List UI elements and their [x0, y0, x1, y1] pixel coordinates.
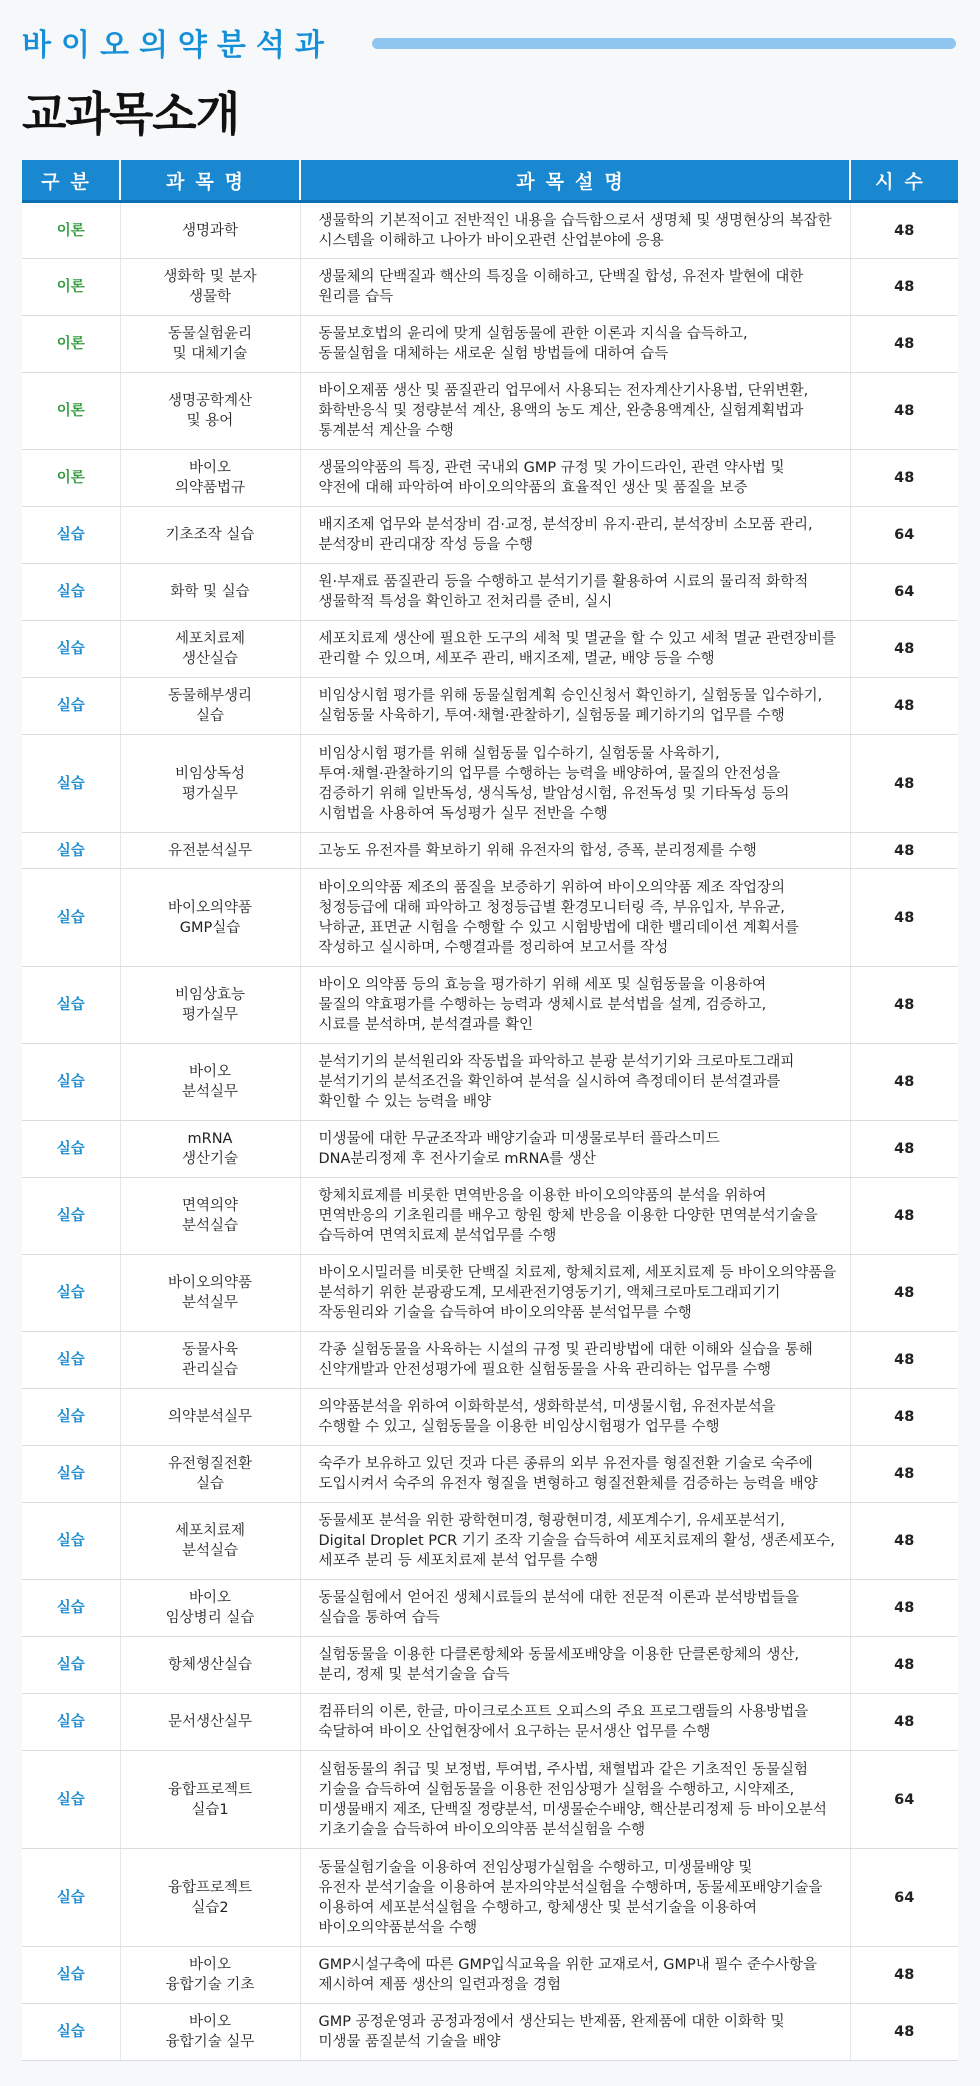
cell-type: 실습 [22, 1694, 120, 1751]
table-body [22, 202, 958, 2061]
cell-subject: 융합프로젝트 실습1 [120, 1751, 300, 1849]
cell-type: 실습 [22, 564, 120, 621]
cell-type: 실습 [22, 869, 120, 967]
table-row [22, 1121, 958, 1178]
table-row [22, 1580, 958, 1637]
cell-hours: 48 [850, 1947, 958, 2004]
cell-type: 실습 [22, 621, 120, 678]
cell-hours: 48 [850, 316, 958, 373]
cell-type: 이론 [22, 202, 120, 259]
cell-subject: mRNA 생산기술 [120, 1121, 300, 1178]
curriculum-table [22, 160, 958, 2061]
cell-type: 이론 [22, 450, 120, 507]
table-row [22, 450, 958, 507]
cell-description: 세포치료제 생산에 필요한 도구의 세척 및 멸균을 할 수 있고 세척 멸균 관련장비를 관리할 수 있으며, 세포주 관리, 배지조제, 멸균, 배양 등을 수행 [300, 621, 850, 678]
table-row [22, 1751, 958, 1849]
column-header-hours: 시수 [850, 160, 958, 202]
cell-hours: 48 [850, 1637, 958, 1694]
cell-type: 이론 [22, 316, 120, 373]
table-row [22, 621, 958, 678]
cell-hours: 48 [850, 1580, 958, 1637]
cell-hours: 48 [850, 2004, 958, 2061]
cell-subject: 바이오의약품 분석실무 [120, 1255, 300, 1332]
cell-subject: 생화학 및 분자 생물학 [120, 259, 300, 316]
cell-description: 바이오의약품 제조의 품질을 보증하기 위하여 바이오의약품 제조 작업장의 청정등급에 대해 파악하고 청정등급별 환경모니터링 즉, 부유입자, 부유균, 낙하균, 표면균 시험을 수행할 수 있고 시험방법에 대한 밸리데이션 계획서를 작성하고 실시하며, 수행결과를 정리하여 보고서를 작성 [300, 869, 850, 967]
cell-subject: 비임상효능 평가실무 [120, 967, 300, 1044]
table-row [22, 1694, 958, 1751]
table-row [22, 869, 958, 967]
cell-type: 실습 [22, 1849, 120, 1947]
cell-description: GMP 공정운영과 공정과정에서 생산되는 반제품, 완제품에 대한 이화학 및 미생물 품질분석 기술을 배양 [300, 2004, 850, 2061]
cell-subject: 세포치료제 생산실습 [120, 621, 300, 678]
cell-description: 바이오시밀러를 비롯한 단백질 치료제, 항체치료제, 세포치료제 등 바이오의약품을 분석하기 위한 분광광도계, 모세관전기영동기기, 액체크로마토그래피기기 작동원리와 기술을 습득하여 바이오의약품 분석업무를 수행 [300, 1255, 850, 1332]
cell-hours: 48 [850, 1332, 958, 1389]
header-accent-bar [372, 38, 956, 49]
cell-type: 실습 [22, 1947, 120, 2004]
cell-description: 동물세포 분석을 위한 광학현미경, 형광현미경, 세포계수기, 유세포분석기, Digital Droplet PCR 기기 조작 기술을 습득하여 세포치료제의 활성, 생존세포수, 세포주 분리 등 세포치료제 분석 업무를 수행 [300, 1503, 850, 1580]
table-row [22, 1044, 958, 1121]
column-header-subject: 과목명 [120, 160, 300, 202]
cell-description: 생물학의 기본적이고 전반적인 내용을 습득함으로서 생명체 및 생명현상의 복잡한 시스템을 이해하고 나아가 바이오관련 산업분야에 응용 [300, 202, 850, 259]
cell-subject: 생명과학 [120, 202, 300, 259]
department-label: 바이오의약분석과 [22, 28, 334, 63]
cell-description: 비임상시험 평가를 위해 실험동물 입수하기, 실험동물 사육하기, 투여·채혈·관찰하기의 업무를 수행하는 능력을 배양하여, 물질의 안전성을 검증하기 위해 일반독성, 생식독성, 발암성시험, 유전독성 및 기타독성 등의 시험법을 사용하여 독성평가 실무 전반을 수행 [300, 735, 850, 833]
cell-type: 실습 [22, 1580, 120, 1637]
cell-hours: 48 [850, 833, 958, 869]
table-row [22, 735, 958, 833]
cell-description: 미생물에 대한 무균조작과 배양기술과 미생물로부터 플라스미드 DNA분리정제 후 전사기술로 mRNA를 생산 [300, 1121, 850, 1178]
cell-hours: 48 [850, 869, 958, 967]
table-row [22, 1446, 958, 1503]
cell-description: 각종 실험동물을 사육하는 시설의 규정 및 관리방법에 대한 이해와 실습을 통해 신약개발과 안전성평가에 필요한 실험동물을 사육 관리하는 업무를 수행 [300, 1332, 850, 1389]
table-row [22, 1332, 958, 1389]
cell-description: 동물보호법의 윤리에 맞게 실험동물에 관한 이론과 지식을 습득하고, 동물실험을 대체하는 새로운 실험 방법들에 대하여 습득 [300, 316, 850, 373]
page-header [0, 0, 980, 160]
cell-hours: 48 [850, 373, 958, 450]
cell-description: GMP시설구축에 따른 GMP입식교육을 위한 교재로서, GMP내 필수 준수사항을 제시하여 제품 생산의 일련과정을 경험 [300, 1947, 850, 2004]
cell-description: 고농도 유전자를 확보하기 위해 유전자의 합성, 증폭, 분리정제를 수행 [300, 833, 850, 869]
cell-type: 실습 [22, 1751, 120, 1849]
table-row [22, 202, 958, 259]
table-row [22, 507, 958, 564]
cell-type: 실습 [22, 967, 120, 1044]
cell-subject: 동물실험윤리 및 대체기술 [120, 316, 300, 373]
cell-description: 동물실험에서 얻어진 생체시료들의 분석에 대한 전문적 이론과 분석방법들을 실습을 통하여 습득 [300, 1580, 850, 1637]
cell-hours: 64 [850, 564, 958, 621]
table-row [22, 833, 958, 869]
cell-subject: 문서생산실무 [120, 1694, 300, 1751]
cell-type: 실습 [22, 2004, 120, 2061]
cell-type: 실습 [22, 1255, 120, 1332]
cell-subject: 면역의약 분석실습 [120, 1178, 300, 1255]
cell-description: 바이오제품 생산 및 품질관리 업무에서 사용되는 전자계산기사용법, 단위변환, 화학반응식 및 정량분석 계산, 용액의 농도 계산, 완충용액계산, 실험계획법과 통계분석 계산을 수행 [300, 373, 850, 450]
cell-hours: 64 [850, 1849, 958, 1947]
table-row [22, 1178, 958, 1255]
cell-subject: 바이오 임상병리 실습 [120, 1580, 300, 1637]
cell-hours: 48 [850, 1121, 958, 1178]
cell-hours: 48 [850, 1446, 958, 1503]
table-row [22, 316, 958, 373]
table-row [22, 1255, 958, 1332]
cell-description: 비임상시험 평가를 위해 동물실험계획 승인신청서 확인하기, 실험동물 입수하기, 실험동물 사육하기, 투여·채혈·관찰하기, 실험동물 폐기하기의 업무를 수행 [300, 678, 850, 735]
column-header-type: 구분 [22, 160, 120, 202]
cell-hours: 48 [850, 1389, 958, 1446]
table-row [22, 1849, 958, 1947]
cell-description: 컴퓨터의 이론, 한글, 마이크로소프트 오피스의 주요 프로그램들의 사용방법을 숙달하여 바이오 산업현장에서 요구하는 문서생산 업무를 수행 [300, 1694, 850, 1751]
cell-hours: 48 [850, 1044, 958, 1121]
cell-type: 실습 [22, 735, 120, 833]
cell-type: 실습 [22, 1044, 120, 1121]
cell-hours: 48 [850, 967, 958, 1044]
cell-subject: 동물해부생리 실습 [120, 678, 300, 735]
cell-hours: 48 [850, 678, 958, 735]
cell-subject: 비임상독성 평가실무 [120, 735, 300, 833]
cell-subject: 바이오 의약품법규 [120, 450, 300, 507]
cell-type: 실습 [22, 1121, 120, 1178]
cell-hours: 48 [850, 1503, 958, 1580]
cell-hours: 64 [850, 1751, 958, 1849]
table-row [22, 259, 958, 316]
cell-description: 배지조제 업무와 분석장비 검·교정, 분석장비 유지·관리, 분석장비 소모품 관리, 분석장비 관리대장 작성 등을 수행 [300, 507, 850, 564]
table-row [22, 678, 958, 735]
cell-type: 실습 [22, 1332, 120, 1389]
cell-description: 분석기기의 분석원리와 작동법을 파악하고 분광 분석기기와 크로마토그래피 분석기기의 분석조건을 확인하여 분석을 실시하여 측정데이터 분석결과를 확인할 수 있는 능력을 배양 [300, 1044, 850, 1121]
table-row [22, 1637, 958, 1694]
cell-subject: 의약분석실무 [120, 1389, 300, 1446]
cell-type: 실습 [22, 1637, 120, 1694]
cell-description: 숙주가 보유하고 있던 것과 다른 종류의 외부 유전자를 형질전환 기술로 숙주에 도입시켜서 숙주의 유전자 형질을 변형하고 형질전환체를 검증하는 능력을 배양 [300, 1446, 850, 1503]
cell-type: 실습 [22, 1178, 120, 1255]
cell-hours: 48 [850, 1178, 958, 1255]
cell-subject: 생명공학계산 및 용어 [120, 373, 300, 450]
table-row [22, 1947, 958, 2004]
cell-description: 생물체의 단백질과 핵산의 특징을 이해하고, 단백질 합성, 유전자 발현에 대한 원리를 습득 [300, 259, 850, 316]
cell-type: 실습 [22, 1503, 120, 1580]
cell-type: 실습 [22, 833, 120, 869]
cell-subject: 바이오의약품 GMP실습 [120, 869, 300, 967]
cell-type: 실습 [22, 678, 120, 735]
cell-hours: 48 [850, 259, 958, 316]
table-row [22, 1389, 958, 1446]
cell-subject: 동물사육 관리실습 [120, 1332, 300, 1389]
cell-description: 바이오 의약품 등의 효능을 평가하기 위해 세포 및 실험동물을 이용하여 물질의 약효평가를 수행하는 능력과 생체시료 분석법을 설계, 검증하고, 시료를 분석하며, 분석결과를 확인 [300, 967, 850, 1044]
cell-description: 동물실험기술을 이용하여 전임상평가실험을 수행하고, 미생물배양 및 유전자 분석기술을 이용하여 분자의약분석실험을 수행하며, 동물세포배양기술을 이용하여 세포분석실험을 수행하고, 항체생산 및 분석기술을 이용하여 바이오의약품분석을 수행 [300, 1849, 850, 1947]
cell-hours: 48 [850, 1255, 958, 1332]
cell-description: 의약품분석을 위하여 이화학분석, 생화학분석, 미생물시험, 유전자분석을 수행할 수 있고, 실험동물을 이용한 비임상시험평가 업무를 수행 [300, 1389, 850, 1446]
cell-description: 실험동물을 이용한 다클론항체와 동물세포배양을 이용한 단클론항체의 생산, 분리, 정제 및 분석기술을 습득 [300, 1637, 850, 1694]
cell-hours: 48 [850, 1694, 958, 1751]
cell-type: 실습 [22, 507, 120, 564]
table-row [22, 1503, 958, 1580]
table-row [22, 967, 958, 1044]
cell-subject: 유전형질전환 실습 [120, 1446, 300, 1503]
table-row [22, 2004, 958, 2061]
cell-description: 실험동물의 취급 및 보정법, 투여법, 주사법, 채혈법과 같은 기초적인 동물실험 기술을 습득하여 실험동물을 이용한 전임상평가 실험을 수행하고, 시약제조, 미생물배지 제조, 단백질 정량분석, 미생물순수배양, 핵산분리정제 등 바이오분석 기초기술을 습득하여 바이오의약품 분석실험을 수행 [300, 1751, 850, 1849]
table-header-row [22, 160, 958, 202]
cell-subject: 유전분석실무 [120, 833, 300, 869]
cell-subject: 바이오 분석실무 [120, 1044, 300, 1121]
cell-subject: 항체생산실습 [120, 1637, 300, 1694]
cell-hours: 64 [850, 507, 958, 564]
cell-subject: 바이오 융합기술 실무 [120, 2004, 300, 2061]
cell-description: 원·부재료 품질관리 등을 수행하고 분석기기를 활용하여 시료의 물리적 화학적 생물학적 특성을 확인하고 전처리를 준비, 실시 [300, 564, 850, 621]
cell-hours: 48 [850, 202, 958, 259]
cell-description: 항체치료제를 비롯한 면역반응을 이용한 바이오의약품의 분석을 위하여 면역반응의 기초원리를 배우고 항원 항체 반응을 이용한 다양한 면역분석기술을 습득하여 면역치료제 분석업무를 수행 [300, 1178, 850, 1255]
cell-hours: 48 [850, 621, 958, 678]
cell-type: 실습 [22, 1446, 120, 1503]
column-header-description: 과목설명 [300, 160, 850, 202]
table-row [22, 373, 958, 450]
cell-subject: 바이오 융합기술 기초 [120, 1947, 300, 2004]
cell-subject: 화학 및 실습 [120, 564, 300, 621]
cell-hours: 48 [850, 450, 958, 507]
cell-type: 이론 [22, 373, 120, 450]
table-row [22, 564, 958, 621]
cell-subject: 기초조작 실습 [120, 507, 300, 564]
cell-type: 실습 [22, 1389, 120, 1446]
page-title: 교과목소개 [22, 87, 240, 141]
cell-subject: 세포치료제 분석실습 [120, 1503, 300, 1580]
cell-hours: 48 [850, 735, 958, 833]
cell-description: 생물의약품의 특징, 관련 국내외 GMP 규정 및 가이드라인, 관련 약사법 및 약전에 대해 파악하여 바이오의약품의 효율적인 생산 및 품질을 보증 [300, 450, 850, 507]
cell-subject: 융합프로젝트 실습2 [120, 1849, 300, 1947]
cell-type: 이론 [22, 259, 120, 316]
